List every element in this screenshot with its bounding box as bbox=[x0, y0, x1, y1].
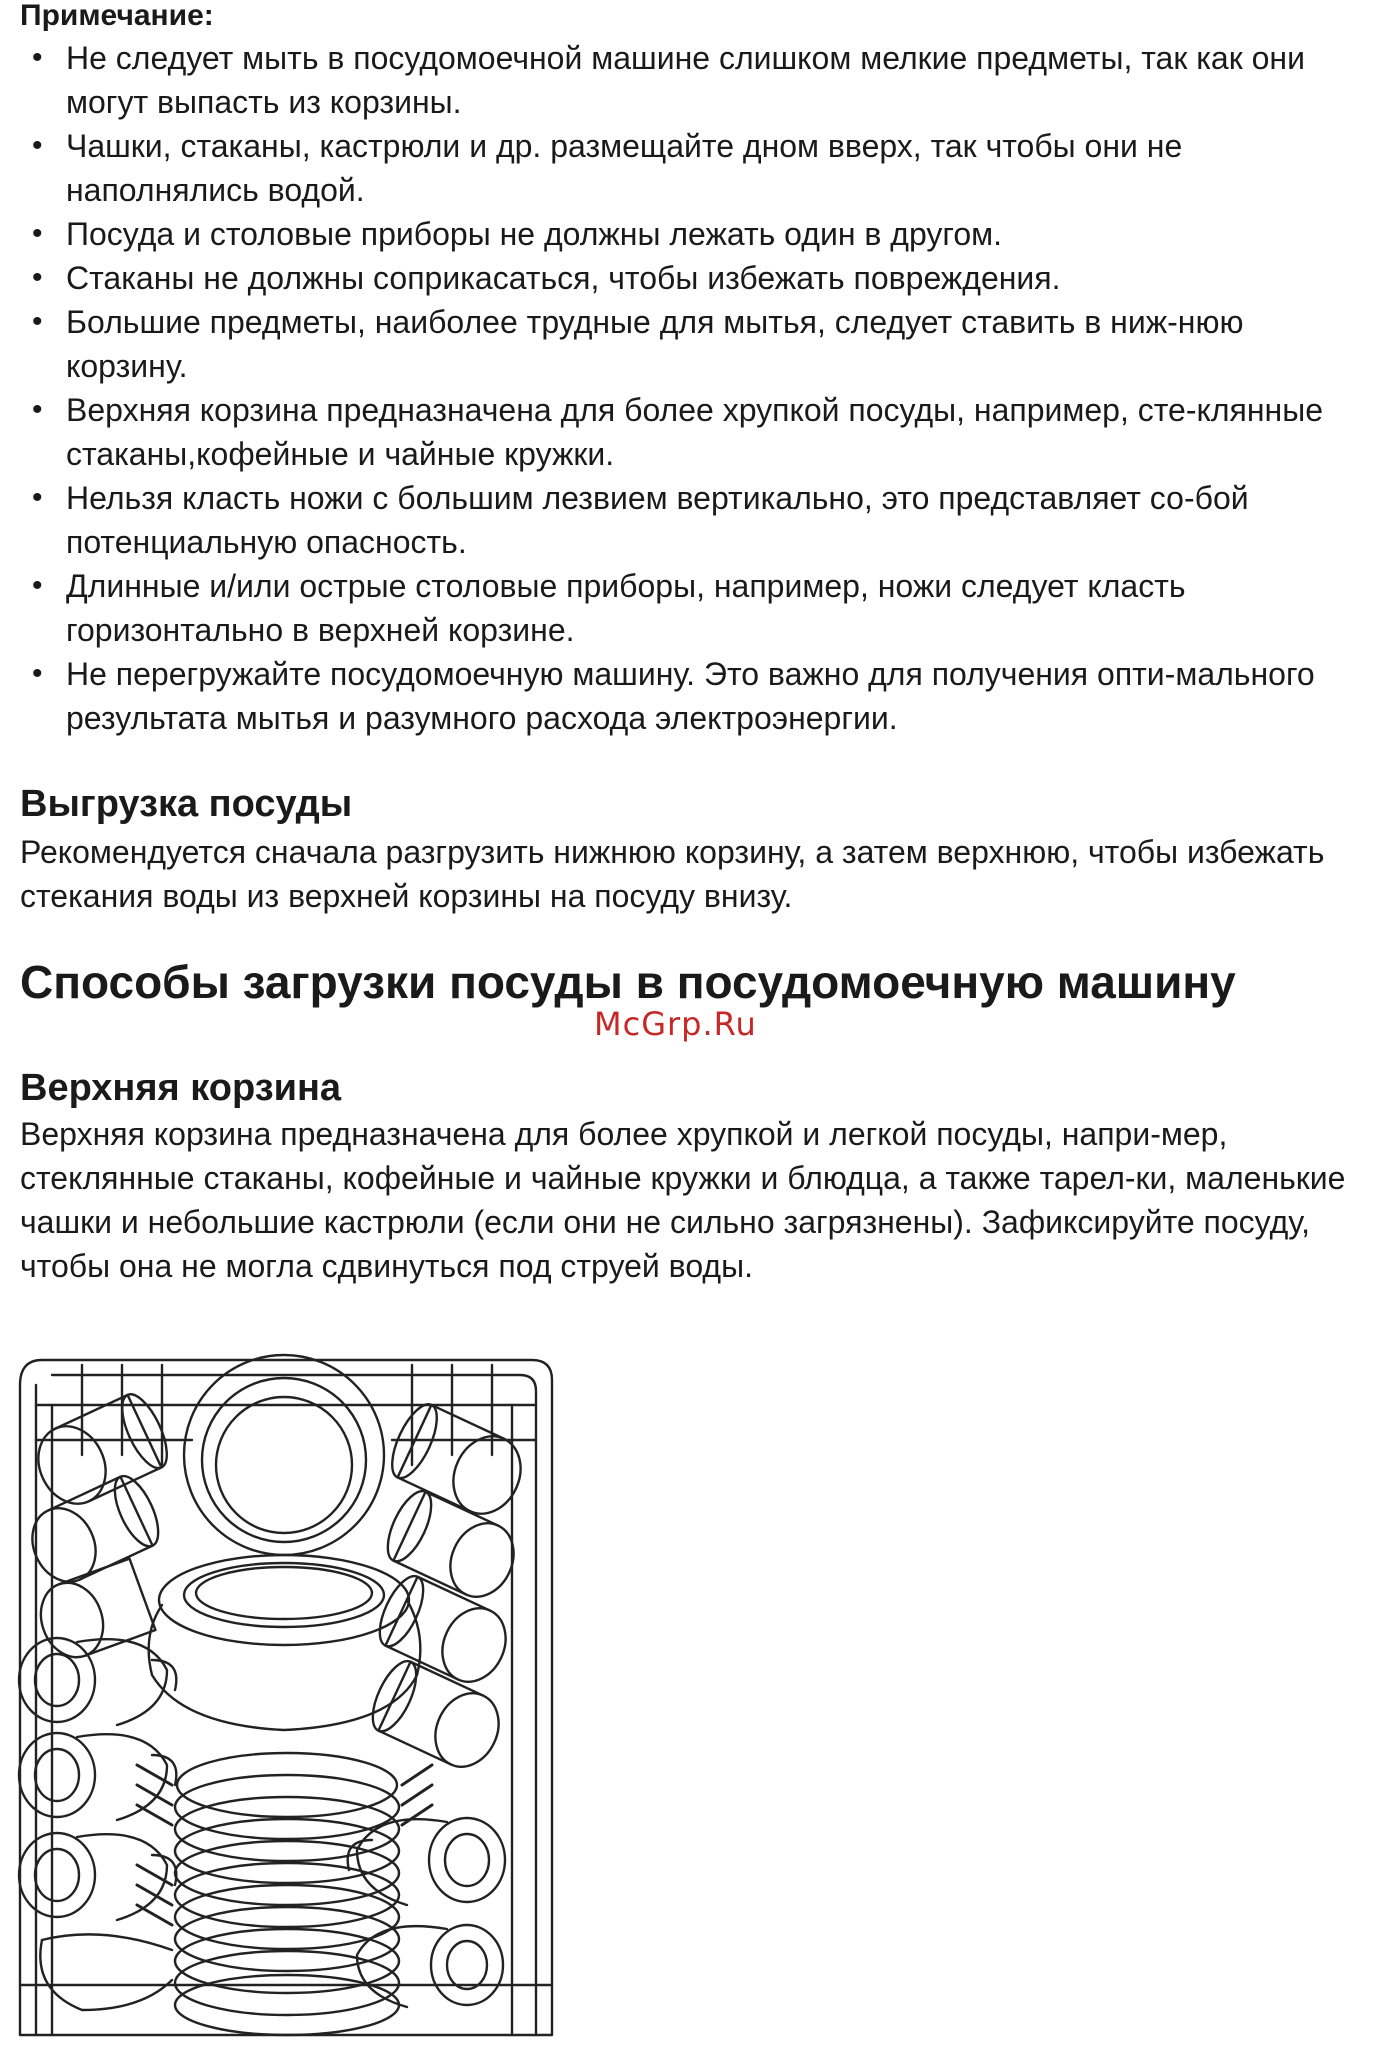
left-glasses bbox=[21, 1388, 176, 1666]
note-item: • Большие предметы, наиболее трудные для мытья, следует ставить в ниж-нюю корзину. bbox=[20, 300, 1356, 388]
right-glasses bbox=[364, 1398, 533, 1777]
bowl bbox=[149, 1555, 421, 1730]
unload-paragraph: Рекомендуется сначала разгрузить нижнюю корзину, а затем верхнюю, чтобы избежать стекания воды из верхней корзины на посуду внизу. bbox=[20, 834, 1325, 914]
left-cups bbox=[19, 1638, 176, 2010]
loading-methods-heading: Способы загрузки посуды в посудомоечную машину bbox=[20, 956, 1236, 1008]
upper-basket-illustration bbox=[12, 1345, 560, 2045]
unload-heading: Выгрузка посуды bbox=[20, 783, 353, 825]
right-cups bbox=[348, 1818, 505, 2007]
note-item: • Не перегружайте посудомоечную машину. Это важно для получения опти-мального результата мытья и разумного расхода электроэнергии. bbox=[20, 652, 1356, 740]
cup-rack-wires bbox=[137, 1765, 432, 1925]
note-item: • Верхняя корзина предназначена для более хрупкой посуды, например, сте-клянные стаканы,кофейные и чайные кружки. bbox=[20, 388, 1356, 476]
note-list bbox=[20, 36, 1365, 740]
note-item: • Не следует мыть в посудомоечной машине слишком мелкие предметы, так как они могут выпасть из корзины. bbox=[20, 36, 1356, 124]
upper-basket-paragraph: Верхняя корзина предназначена для более хрупкой и легкой посуды, напри-мер, стеклянные стаканы, кофейные и чайные кружки и блюдца, а также тарел-ки, маленькие чашки и небольшие кастрюли (если они не сильно загрязнены). Зафиксируйте посуду, чтобы она не могла сдвинуться под струей воды. bbox=[20, 1116, 1346, 1284]
watermark: McGrp.Ru bbox=[594, 1005, 757, 1043]
note-title: Примечание: bbox=[20, 0, 214, 32]
note-item: • Посуда и столовые приборы не должны лежать один в другом. bbox=[20, 212, 1356, 256]
note-item: • Стаканы не должны соприкасаться, чтобы избежать повреждения. bbox=[20, 256, 1356, 300]
note-item: • Чашки, стаканы, кастрюли и др. размещайте дном вверх, так чтобы они не наполнялись водой. bbox=[20, 124, 1356, 212]
note-item: • Длинные и/или острые столовые приборы, например, ножи следует класть горизонтально в верхней корзине. bbox=[20, 564, 1356, 652]
saucer-stack bbox=[175, 1753, 399, 2035]
upper-basket-heading: Верхняя корзина bbox=[20, 1067, 342, 1109]
back-plates bbox=[184, 1355, 384, 1555]
note-item: • Нельзя класть ножи с большим лезвием вертикально, это представляет со-бой потенциальную опасность. bbox=[20, 476, 1356, 564]
